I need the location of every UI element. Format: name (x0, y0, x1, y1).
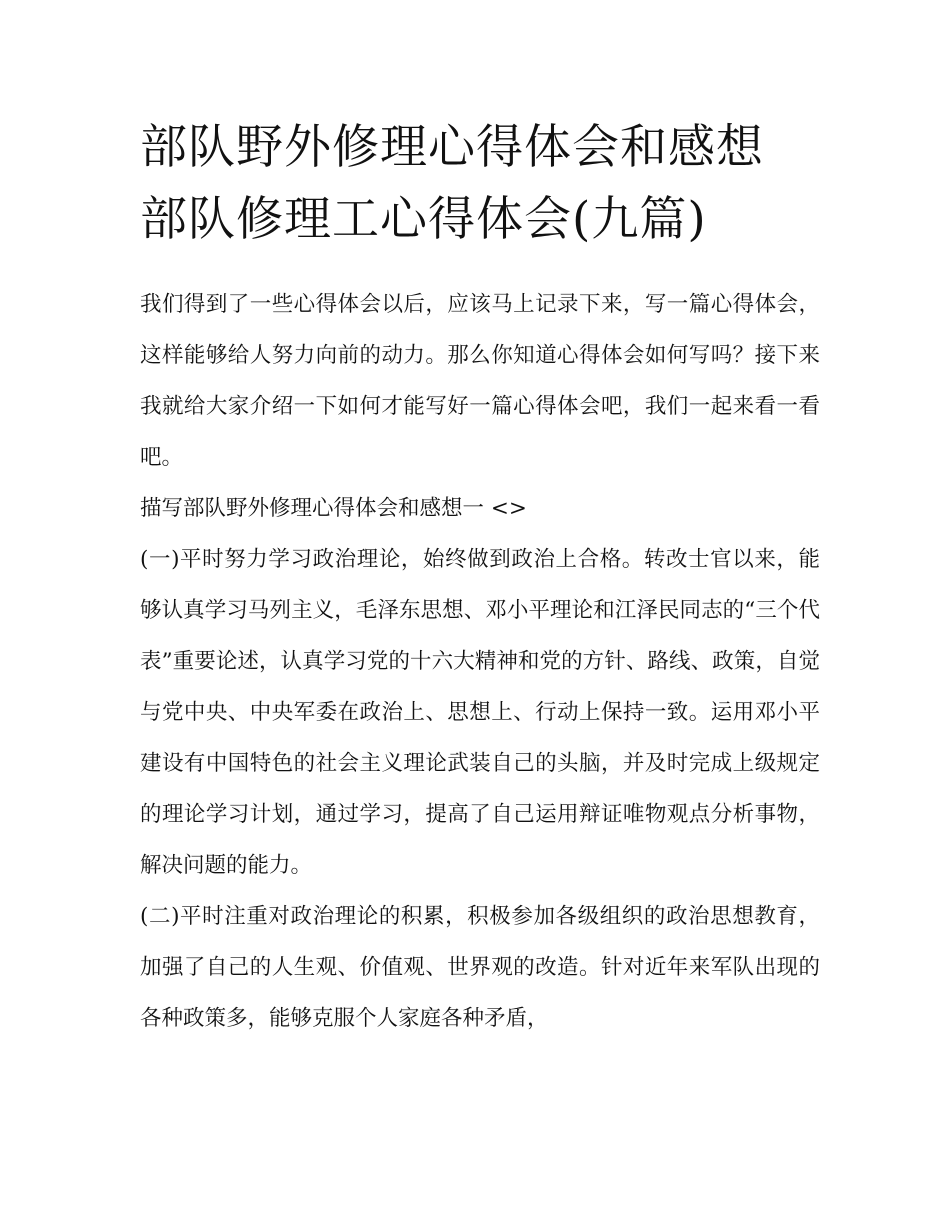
body-paragraph: (二)平时注重对政治理论的积累，积极参加各级组织的政治思想教育，加强了自己的人生观、价值观、世界观的改造。针对近年来军队出现的各种政策多，能够克服个人家庭各种矛盾， (140, 904, 820, 1031)
document-title-line-2: 部队修理工心得体会(九篇) (140, 192, 707, 247)
section-heading: 描写部队野外修理心得体会和感想一 <> (140, 496, 527, 521)
intro-paragraph: 我们得到了一些心得体会以后，应该马上记录下来，写一篇心得体会，这样能够给人努力向前的动力。那么你知道心得体会如何写吗？接下来我就给大家介绍一下如何才能写好一篇心得体会吧，我们一起来看一看吧。 (140, 292, 820, 470)
document-body (140, 279, 820, 1044)
document-title-line-1: 部队野外修理心得体会和感想 (140, 120, 764, 175)
body-paragraph: (一)平时努力学习政治理论，始终做到政治上合格。转改士官以来，能够认真学习马列主义，毛泽东思想、邓小平理论和江泽民同志的“三个代表”重要论述，认真学习党的十六大精神和党的方针、路线、政策，自觉与党中央、中央军委在政治上、思想上、行动上保持一致。运用邓小平建设有中国特色的社会主义理论武装自己的头脑，并及时完成上级规定的理论学习计划，通过学习，提高了自己运用辩证唯物观点分析事物，解决问题的能力。 (140, 547, 820, 878)
